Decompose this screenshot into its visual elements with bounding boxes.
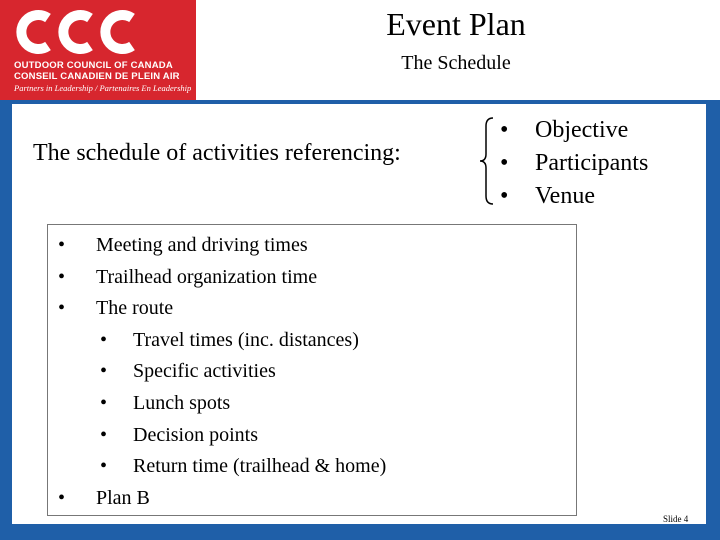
list-item-label: Plan B	[96, 486, 150, 509]
list-item-label: The route	[96, 297, 174, 320]
bullet: •	[58, 234, 66, 256]
logo-tagline: Partners in Leadership / Partenaires En Leadership	[14, 83, 192, 93]
sub-list-item-label: Travel times (inc. distances)	[133, 328, 359, 351]
sub-list-item	[58, 356, 386, 388]
list-item-label: Meeting and driving times	[96, 234, 308, 256]
reference-item-label: Participants	[535, 150, 649, 176]
logo-name-french: CONSEIL CANADIEN DE PLEIN AIR	[14, 71, 180, 82]
sub-list-item	[58, 420, 386, 452]
list-item	[58, 230, 386, 262]
bullet: •	[100, 391, 108, 414]
sub-list-item	[58, 388, 386, 420]
reference-list	[500, 114, 648, 213]
bullet: •	[500, 183, 509, 209]
ccc-logo-icon	[14, 8, 144, 56]
list-item	[58, 483, 386, 515]
list-item	[58, 293, 386, 325]
page-subtitle: The Schedule	[401, 52, 511, 74]
slide-number: Slide 4	[663, 514, 689, 524]
reference-item	[500, 147, 648, 180]
bullet: •	[100, 455, 108, 478]
sub-list-item	[58, 451, 386, 483]
sub-list-item-label: Return time (trailhead & home)	[133, 455, 387, 478]
bullet: •	[58, 486, 66, 509]
reference-item-label: Objective	[535, 117, 629, 143]
bullet: •	[100, 328, 108, 351]
bullet: •	[500, 117, 509, 143]
reference-item	[500, 180, 648, 213]
schedule-list	[58, 230, 386, 514]
bullet: •	[58, 265, 66, 288]
sub-list-item-label: Lunch spots	[133, 391, 231, 414]
sub-list-item-label: Specific activities	[133, 360, 276, 383]
reference-item	[500, 114, 648, 147]
logo-name-english: OUTDOOR COUNCIL OF CANADA	[14, 60, 173, 71]
bullet: •	[100, 360, 108, 383]
curly-brace-icon	[478, 116, 496, 206]
bullet: •	[58, 297, 66, 320]
list-item-label: Trailhead organization time	[96, 265, 318, 288]
sub-list-item-label: Decision points	[133, 423, 258, 446]
list-item	[58, 262, 386, 294]
intro-text: The schedule of activities referencing:	[33, 140, 401, 166]
bullet: •	[100, 423, 108, 446]
bullet: •	[500, 150, 509, 176]
page-title: Event Plan	[386, 6, 526, 42]
sub-list-item	[58, 325, 386, 357]
reference-item-label: Venue	[535, 183, 595, 209]
occ-logo	[0, 0, 196, 100]
